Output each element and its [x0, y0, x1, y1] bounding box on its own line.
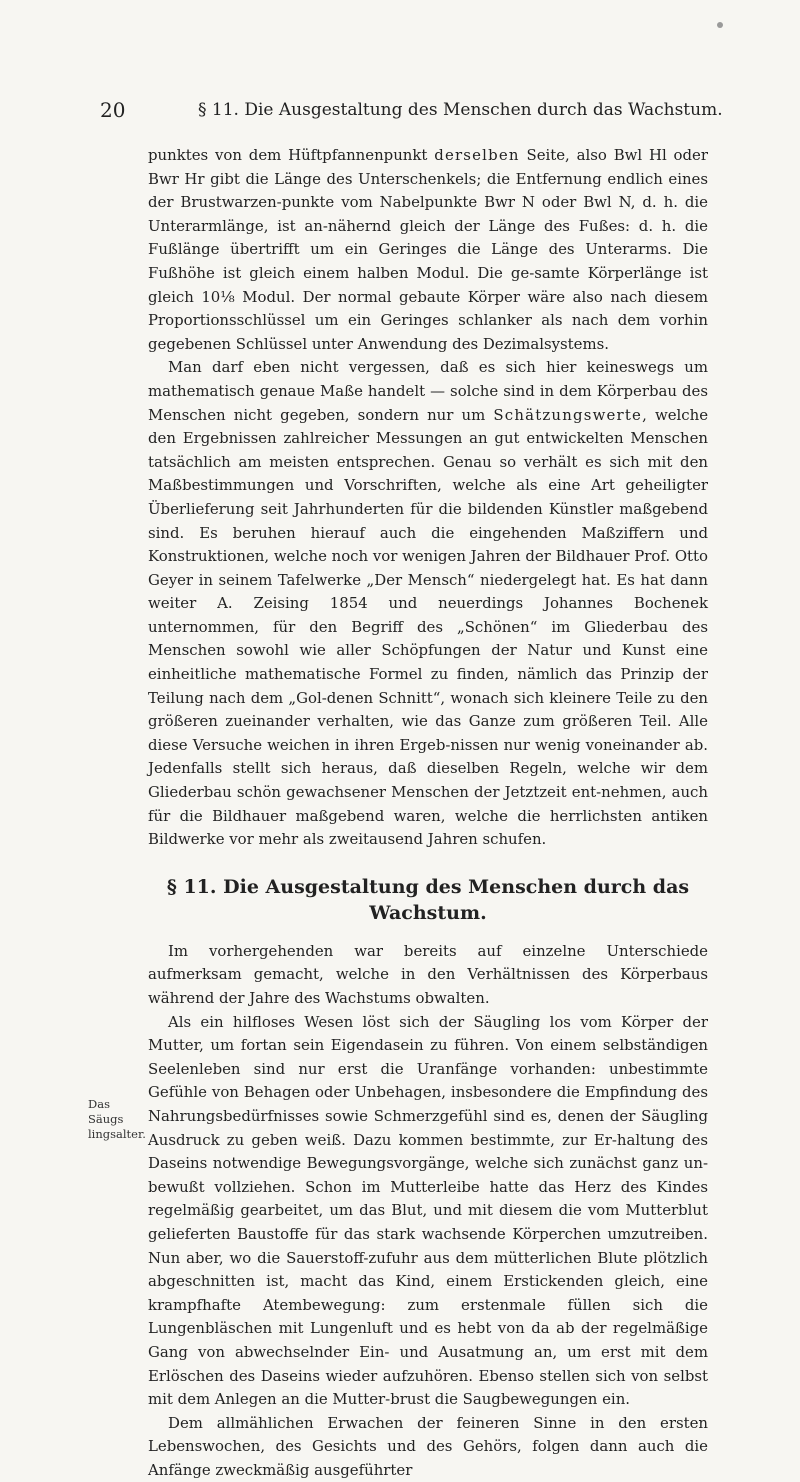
- paragraph-2-text-b: , welche den Ergebnissen zahlreicher Messungen an gut entwickelten Menschen tatsächlich am meisten entsprechen. Genau so verhält es sich mit den Maßbestimmungen und Vorschriften, welche als eine Art geheiligter Überlieferung seit Jahrhunderten für die bildenden Künstler maßgebend sind. Es beruhen hierauf auch die eingehenden Maßziffern und Konstruktionen, welche noch vor wenigen Jahren der Bildhauer Prof. Otto Geyer in seinem Tafelwerke „Der Mensch“ niedergelegt hat. Es hat dann weiter A. Zeising 1854 und neuerdings Johannes Bochenek unternommen, für den Begriff des „Schönen“ im Gliederbau des Menschen sowohl wie aller Schöpfungen der Natur und Kunst eine einheitliche mathematische Formel zu finden, nämlich das Prinzip der Teilung nach dem „Gol-denen Schnitt“, wonach sich kleinere Teile zu den größeren zueinander verhalten, wie das Ganze zum größeren Teil. Alle diese Versuche weichen in ihren Ergeb-nissen nur wenig voneinander ab. Jedenfalls stellt sich heraus, daß dieselben Regeln, welche wir dem Gliederbau schön gewachsener Menschen der Jetztzeit ent-nehmen, auch für die Bildhauer maßgebend waren, welche die herrlichsten antiken Bildwerke vor mehr als zweitausend Jahren schufen.: [148, 405, 709, 849]
- scan-speck: [717, 22, 723, 28]
- paragraph-2-text-a: Man darf eben nicht vergessen, daß es sich hier keineswegs um mathematisch genaue Maße handelt — solche sind in dem Körperbau des Menschen nicht gegeben, sondern nur um: [148, 358, 708, 424]
- body-text: [148, 144, 708, 1482]
- paragraph-3: Im vorhergehenden war bereits auf einzelne Unterschiede aufmerksam gemacht, welche in den Verhältnissen des Körperbaus während der Jahre des Wachstums obwalten.: [148, 941, 708, 1007]
- paragraph-1: [148, 144, 708, 356]
- paragraph-1-emphasis: derselben: [434, 146, 520, 164]
- running-head: § 11. Die Ausgestaltung des Menschen durch das Wachstum.: [198, 100, 723, 120]
- paragraph-1-text-a: punktes von dem Hüftpfannenpunkt: [148, 146, 435, 164]
- paragraph-2-emphasis: Schätzungswerte: [493, 405, 643, 424]
- page-number: 20: [100, 98, 126, 122]
- page-header: [100, 98, 723, 128]
- section-title: § 11. Die Ausgestaltung des Menschen durch das Wachstum.: [166, 875, 690, 924]
- paragraph-5: Dem allmählichen Erwachen der feineren Sinne in den ersten Lebenswochen, des Gesichts und des Gehörs, folgen dann auch die Anfänge zweckmäßig ausgeführter: [148, 1413, 708, 1479]
- margin-note: Das Säugs lingsalter.: [88, 1097, 146, 1141]
- paragraph-1-text-b: Seite, also Bwl Hl oder Bwr Hr gibt die Länge des Unterschenkels; die Entfernung endlich eines der Brustwarzen-punkte vom Nabelpunkte Bwr N oder Bwl N, d. h. die Unterarmlänge, ist an-nähernd gleich der Länge des Fußes: d. h. die Fußlänge übertrifft um ein Geringes die Länge des Unterarms. Die Fußhöhe ist gleich einem halben Modul. Die ge-samte Körperlänge ist gleich 10⅛ Modul. Der normal gebaute Körper wäre also nach diesem Proportionsschlüssel um ein Geringes schlanker als nach dem vorhin gegebenen Schlüssel unter Anwendung des Dezimalsystems.: [148, 146, 708, 353]
- paragraph-2: [148, 356, 708, 851]
- paragraph-4: Als ein hilfloses Wesen löst sich der Säugling los vom Körper der Mutter, um fortan sein Eigendasein zu führen. Von einem selbständigen Seelenleben sind nur erst die Uranfänge vorhanden: unbestimmte Gefühle von Behagen oder Unbehagen, insbesondere die Empfindung des Nahrungsbedürfnisses sowie Schmerzgefühl sind es, denen der Säugling Ausdruck zu geben weiß. Dazu kommen bestimmte, zur Er-haltung des Daseins notwendige Bewegungsvorgänge, welche sich zunächst ganz un-bewußt vollziehen. Schon im Mutterleibe hatte das Herz des Kindes regelmäßig gearbeitet, um das Blut, und mit diesem die vom Mutterblut gelieferten Baustoffe für das stark wachsende Körperchen umzutreiben. Nun aber, wo die Sauerstoff-zufuhr aus dem mütterlichen Blute plötzlich abgeschnitten ist, macht das Kind, einem Erstickenden gleich, eine krampfhafte Atembewegung: zum erstenmale füllen sich die Lungenbläschen mit Lungenluft und es hebt von da ab der regelmäßige Gang von abwechselnder Ein- und Ausatmung an, um erst mit dem Erlöschen des Daseins wieder aufzuhören. Ebenso stellen sich von selbst mit dem Anlegen an die Mutter-brust die Saugbewegungen ein.: [148, 1012, 708, 1409]
